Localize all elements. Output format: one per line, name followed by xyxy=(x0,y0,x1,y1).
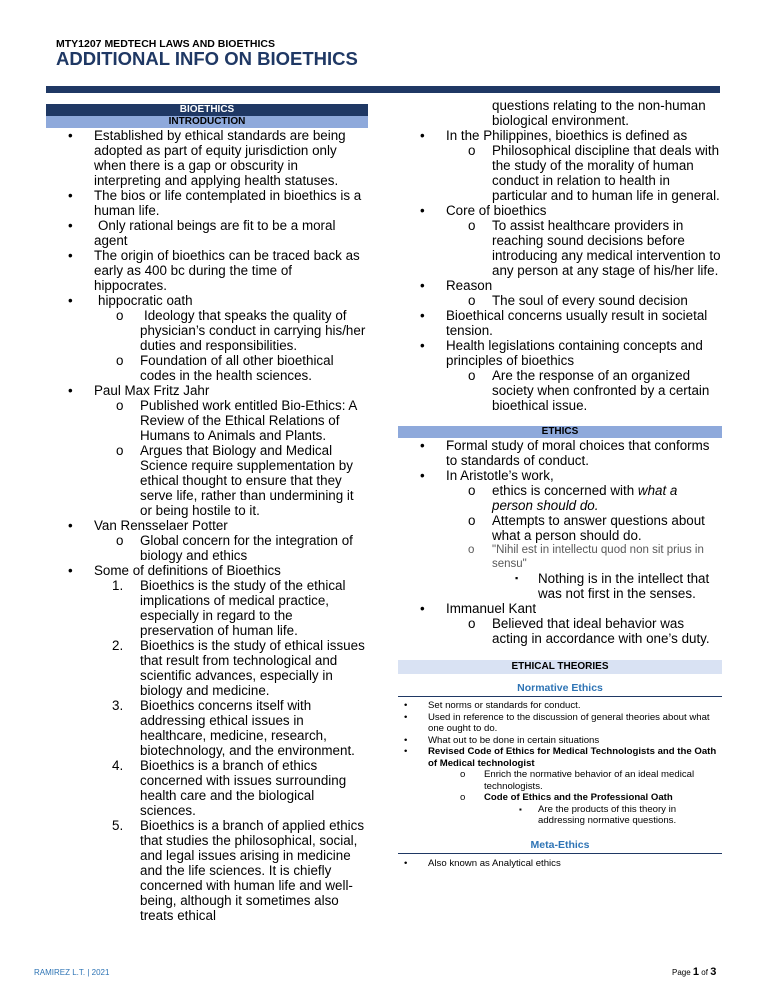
sub-item: o Believed that ideal behavior was acting in accordance with one’s duty. xyxy=(468,616,710,646)
meta-ethics-heading: Meta-Ethics xyxy=(398,839,722,854)
list-item: • In Aristotle’s work, xyxy=(420,468,554,483)
sub-item: o Global concern for the integration of biology and ethics xyxy=(116,533,353,563)
footer-author: RAMIREZ L.T. | 2021 xyxy=(34,968,110,977)
definition-item: 1. Bioethics is the study of the ethical implications of medical practice, especially in regard to the preservation of human life. xyxy=(112,578,346,638)
ethical-theories-band: ETHICAL THEORIES xyxy=(398,660,722,674)
list-item: • Revised Code of Ethics for Medical Technologists and the Oath of Medical technologist xyxy=(404,746,717,769)
left-column xyxy=(46,98,368,923)
list-item: • Also known as Analytical ethics xyxy=(404,857,561,869)
intro-list xyxy=(46,128,368,923)
latin-quote: o "Nihil est in intellectu quod non sit prius in sensu" xyxy=(468,544,704,570)
list-item: • Paul Max Fritz Jahr xyxy=(68,383,210,398)
list-item: • The origin of bioethics can be traced back as early as 400 bc during the time of hippocrates. xyxy=(68,248,360,293)
list-item: • Health legislations containing concepts and principles of bioethics xyxy=(420,338,703,368)
course-code: MTY1207 MEDTECH LAWS AND BIOETHICS xyxy=(56,38,275,50)
page-number: Page 1 of 3 xyxy=(672,966,717,978)
list-item: • Some of definitions of Bioethics xyxy=(68,563,281,578)
list-item: • Only rational beings are fit to be a moral agent xyxy=(68,218,336,248)
sub-item: o Ideology that speaks the quality of physician’s conduct in carrying his/her duties and responsibilities. xyxy=(116,308,366,353)
continued-text: questions relating to the non-human biological environment. xyxy=(492,98,706,128)
list-item: • Reason xyxy=(420,278,493,293)
list-item: • In the Philippines, bioethics is defined as xyxy=(420,128,688,143)
normative-ethics-heading: Normative Ethics xyxy=(398,682,722,697)
list-item: • Core of bioethics xyxy=(420,203,547,218)
header-rule xyxy=(46,86,720,93)
sub-item: o To assist healthcare providers in reaching sound decisions before introducing any medical intervention to any person at any stage of his/her life. xyxy=(468,218,721,278)
list-item: • hippocratic oath xyxy=(68,293,193,308)
introduction-band: INTRODUCTION xyxy=(46,116,368,128)
definition-item: 5. Bioethics is a branch of applied ethics that studies the philosophical, social, and legal issues arising in medicine and the life sciences. It is chiefly concerned with human life and well-being, although it sometimes also treats ethical xyxy=(112,818,365,923)
right-column xyxy=(398,98,722,869)
sub-item: o Foundation of all other bioethical codes in the health sciences. xyxy=(116,353,334,383)
sub-item: o Code of Ethics and the Professional Oath xyxy=(460,792,673,803)
page-title: ADDITIONAL INFO ON BIOETHICS xyxy=(56,48,358,69)
bioethics-band: BIOETHICS xyxy=(46,104,368,116)
list-item: • The bios or life contemplated in bioethics is a human life. xyxy=(68,188,362,218)
sub-item: o Attempts to answer questions about what a person should do. xyxy=(468,513,705,543)
sub-item: o Enrich the normative behavior of an ideal medical technologists. xyxy=(460,769,695,792)
list-item: • Used in reference to the discussion of general theories about what one ought to do. xyxy=(404,711,710,734)
definition-item: 4. Bioethics is a branch of ethics concerned with issues surrounding health care and the biological sciences. xyxy=(112,758,347,818)
sub-item: o ethics is concerned with what a person should do. xyxy=(468,483,678,513)
list-item: • Set norms or standards for conduct. xyxy=(404,700,581,711)
sub-sub-item: ▪ Nothing is in the intellect that was not first in the senses. xyxy=(515,571,710,601)
ethics-band: ETHICS xyxy=(398,426,722,438)
list-item: • Formal study of moral choices that conforms to standards of conduct. xyxy=(420,438,710,468)
list-item: • Established by ethical standards are being adopted as part of equity jurisdiction only when there is a gap or obscurity in interpreting and applying health statuses. xyxy=(68,128,346,188)
definition-item: 3. Bioethics concerns itself with addressing ethical issues in healthcare, medicine, research, biotechnology, and the environment. xyxy=(112,698,355,758)
list-item: • Immanuel Kant xyxy=(420,601,537,616)
list-item: • Bioethical concerns usually result in societal tension. xyxy=(420,308,708,338)
list-item: • Van Rensselaer Potter xyxy=(68,518,228,533)
sub-item: o Argues that Biology and Medical Science require supplementation by ethical thought to ensure that they serve life, rather than undermining it or being hostile to it. xyxy=(116,443,354,518)
sub-sub-item: ▪ Are the products of this theory in addressing normative questions. xyxy=(519,803,677,826)
sub-item: o Philosophical discipline that deals with the study of the morality of human conduct in relation to health in particular and to human life in general. xyxy=(468,143,720,203)
sub-item: o The soul of every sound decision xyxy=(468,293,688,308)
sub-item: o Are the response of an organized society when confronted by a certain bioethical issue. xyxy=(468,368,710,413)
definition-item: 2. Bioethics is the study of ethical issues that result from technological and scientific advances, especially in biology and medicine. xyxy=(112,638,365,698)
sub-item: o Published work entitled Bio-Ethics: A Review of the Ethical Relations of Humans to Animals and Plants. xyxy=(116,398,357,443)
list-item: • What out to be done in certain situations xyxy=(404,734,600,746)
